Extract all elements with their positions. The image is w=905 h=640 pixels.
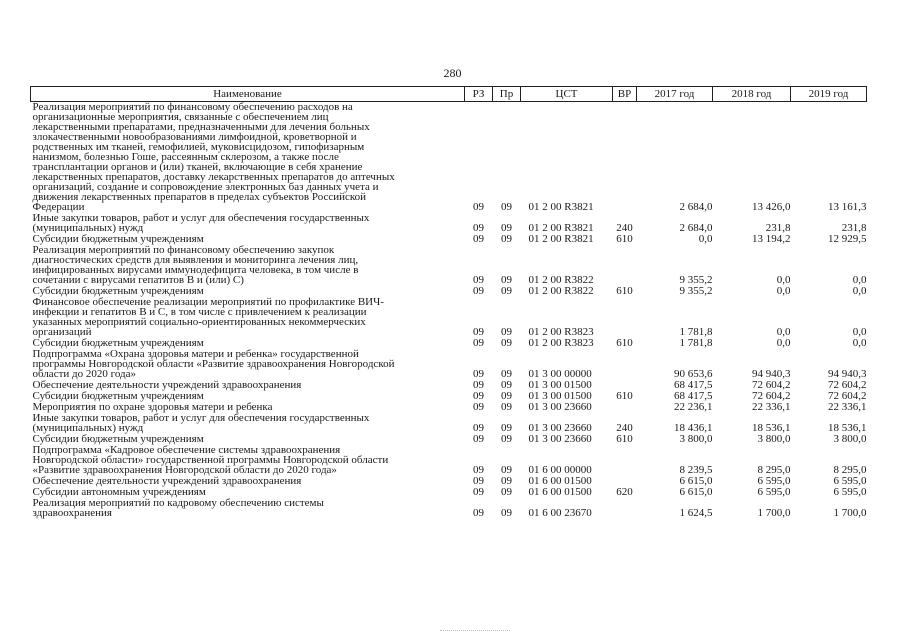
row-value-2017: 9 355,2 — [679, 274, 713, 286]
row-rz: 09 — [473, 422, 484, 434]
row-value-2018: 0,0 — [776, 274, 791, 286]
row-cst: 01 3 00 01500 — [528, 390, 592, 402]
row-value-2018: 6 595,0 — [757, 486, 791, 498]
row-rz: 09 — [473, 401, 484, 413]
row-value-2017: 1 781,8 — [679, 337, 713, 349]
row-pr: 09 — [501, 222, 512, 234]
row-name: Обеспечение деятельности учреждений здравоохранения — [32, 475, 302, 487]
row-vr: 610 — [616, 433, 633, 445]
row-pr: 09 — [501, 233, 512, 245]
row-rz: 09 — [473, 222, 484, 234]
header-name: Наименование — [31, 87, 465, 102]
row-name: Финансовое обеспечение реализации мероприятий по профилактике ВИЧ- инфекции и гепатитов В и С, в том числе с привлечением к реализации указанных мероприятий социально-ориентированных некоммерческих организаций — [32, 296, 384, 338]
row-value-2019: 18 536,1 — [828, 422, 867, 434]
page-number: 280 — [443, 66, 462, 80]
row-value-2019: 8 295,0 — [833, 464, 867, 476]
row-value-2017: 3 800,0 — [679, 433, 713, 445]
budget-table — [30, 86, 867, 519]
row-cst: 01 3 00 01500 — [528, 379, 592, 391]
table-row — [31, 245, 867, 286]
row-value-2019: 231,8 — [841, 222, 867, 234]
row-cst: 01 2 00 R3822 — [528, 274, 594, 286]
row-cst: 01 3 00 23660 — [528, 433, 592, 445]
row-value-2017: 1 624,5 — [679, 507, 713, 519]
row-name: Обеспечение деятельности учреждений здравоохранения — [32, 379, 302, 391]
row-value-2019: 72 604,2 — [828, 390, 867, 402]
row-vr — [613, 498, 637, 519]
row-rz: 09 — [473, 433, 484, 445]
row-value-2017: 2 684,0 — [679, 201, 713, 213]
row-rz: 09 — [473, 464, 484, 476]
row-rz: 09 — [473, 337, 484, 349]
row-rz: 09 — [473, 274, 484, 286]
row-value-2019: 1 700,0 — [833, 507, 867, 519]
row-value-2018: 1 700,0 — [757, 507, 791, 519]
row-vr — [613, 297, 637, 338]
row-rz: 09 — [473, 201, 484, 213]
row-pr: 09 — [501, 507, 512, 519]
row-pr: 09 — [501, 285, 512, 297]
header-2017: 2017 год — [637, 87, 713, 102]
row-pr: 09 — [501, 368, 512, 380]
row-value-2017: 6 615,0 — [679, 475, 713, 487]
row-rz: 09 — [473, 507, 484, 519]
table-row — [31, 102, 867, 214]
row-cst: 01 6 00 01500 — [528, 486, 592, 498]
row-vr — [613, 102, 637, 214]
row-cst: 01 2 00 R3823 — [528, 326, 594, 338]
row-cst: 01 3 00 23660 — [528, 401, 592, 413]
row-value-2017: 2 684,0 — [679, 222, 713, 234]
row-value-2017: 8 239,5 — [679, 464, 713, 476]
row-rz: 09 — [473, 233, 484, 245]
page-footer-mark — [440, 630, 510, 635]
row-value-2018: 22 336,1 — [752, 401, 791, 413]
row-name: Субсидии бюджетным учреждениям — [32, 337, 204, 349]
row-pr: 09 — [501, 464, 512, 476]
header-pr: Пр — [493, 87, 521, 102]
row-vr: 240 — [616, 422, 633, 434]
row-value-2019: 3 800,0 — [833, 433, 867, 445]
row-name: Реализация мероприятий по кадровому обеспечению системы здравоохранения — [32, 497, 324, 519]
row-name: Субсидии бюджетным учреждениям — [32, 390, 204, 402]
row-value-2019: 94 940,3 — [828, 368, 867, 380]
table-header-row — [31, 87, 867, 102]
row-name: Подпрограмма «Кадровое обеспечение системы здравоохранения Новгородской области» государственной программы Новгородской области «Развитие здравоохранения Новгородской области до 2020 года» — [32, 444, 389, 476]
row-pr: 09 — [501, 475, 512, 487]
row-value-2019: 0,0 — [852, 337, 867, 349]
row-cst: 01 2 00 R3822 — [528, 285, 594, 297]
row-rz: 09 — [473, 390, 484, 402]
row-vr — [613, 349, 637, 380]
row-value-2017: 9 355,2 — [679, 285, 713, 297]
row-name: Субсидии бюджетным учреждениям — [32, 285, 204, 297]
row-vr: 610 — [616, 390, 633, 402]
row-pr: 09 — [501, 486, 512, 498]
row-value-2017: 22 236,1 — [674, 401, 713, 413]
header-2018: 2018 год — [713, 87, 791, 102]
row-rz: 09 — [473, 379, 484, 391]
header-rz: РЗ — [465, 87, 493, 102]
row-value-2018: 13 194,2 — [752, 233, 791, 245]
row-name: Субсидии бюджетным учреждениям — [32, 433, 204, 445]
row-rz: 09 — [473, 285, 484, 297]
row-name: Иные закупки товаров, работ и услуг для обеспечения государственных (муниципальных) нужд — [32, 412, 370, 434]
row-value-2018: 6 595,0 — [757, 475, 791, 487]
header-cst: ЦСТ — [521, 87, 613, 102]
row-pr: 09 — [501, 201, 512, 213]
row-name: Мероприятия по охране здоровья матери и ребенка — [32, 401, 273, 413]
row-value-2018: 0,0 — [776, 285, 791, 297]
table-row — [31, 349, 867, 380]
row-value-2018: 8 295,0 — [757, 464, 791, 476]
row-value-2019: 0,0 — [852, 274, 867, 286]
row-value-2017: 6 615,0 — [679, 486, 713, 498]
row-value-2018: 18 536,1 — [752, 422, 791, 434]
row-value-2019: 0,0 — [852, 326, 867, 338]
row-value-2018: 3 800,0 — [757, 433, 791, 445]
row-value-2017: 68 417,5 — [674, 379, 713, 391]
row-value-2018: 72 604,2 — [752, 379, 791, 391]
row-pr: 09 — [501, 422, 512, 434]
row-cst: 01 3 00 00000 — [528, 368, 592, 380]
row-pr: 09 — [501, 379, 512, 391]
row-pr: 09 — [501, 401, 512, 413]
table-row — [31, 445, 867, 476]
row-value-2018: 0,0 — [776, 326, 791, 338]
row-vr — [613, 402, 637, 413]
row-value-2019: 72 604,2 — [828, 379, 867, 391]
header-vr: ВР — [613, 87, 637, 102]
row-cst: 01 2 00 R3823 — [528, 337, 594, 349]
row-rz: 09 — [473, 486, 484, 498]
row-value-2018: 13 426,0 — [752, 201, 791, 213]
row-rz: 09 — [473, 368, 484, 380]
row-pr: 09 — [501, 433, 512, 445]
row-rz: 09 — [473, 475, 484, 487]
row-cst: 01 6 00 00000 — [528, 464, 592, 476]
row-value-2018: 0,0 — [776, 337, 791, 349]
row-name: Реализация мероприятий по финансовому обеспечению закупок диагностических средств для выявления и мониторинга лечения лиц, инфицированных вирусами иммунодефицита человека, в том числе в сочетании с вирусами гепатитов В и (или) С) — [32, 244, 359, 286]
row-cst: 01 6 00 01500 — [528, 475, 592, 487]
row-value-2017: 18 436,1 — [674, 422, 713, 434]
row-name: Субсидии автономным учреждениям — [32, 486, 206, 498]
row-vr: 610 — [616, 285, 633, 297]
row-name: Иные закупки товаров, работ и услуг для обеспечения государственных (муниципальных) нужд — [32, 212, 370, 234]
row-value-2017: 68 417,5 — [674, 390, 713, 402]
row-cst: 01 2 00 R3821 — [528, 201, 594, 213]
row-rz: 09 — [473, 326, 484, 338]
row-value-2019: 6 595,0 — [833, 475, 867, 487]
row-value-2017: 1 781,8 — [679, 326, 713, 338]
row-value-2018: 94 940,3 — [752, 368, 791, 380]
row-cst: 01 2 00 R3821 — [528, 233, 594, 245]
table-row — [31, 297, 867, 338]
table-row — [31, 498, 867, 519]
row-cst: 01 3 00 23660 — [528, 422, 592, 434]
table-body — [31, 102, 867, 520]
row-cst: 01 2 00 R3821 — [528, 222, 594, 234]
row-value-2018: 231,8 — [765, 222, 791, 234]
row-vr: 610 — [616, 337, 633, 349]
table-row — [31, 413, 867, 434]
row-name: Реализация мероприятий по финансовому обеспечению расходов на организационные мероприятия, связанные с обеспечением лиц лекарственными препаратами, предназначенными для лечения больных злокачественными новообразованиями лимфоидной, кроветворной и родственных им тканей, гемофилией, муковисцидозом, гипофизарным нанизмом, болезнью Гоше, рассеянным склерозом, а также после трансплантации органов и (или) тканей, включающие в себя хранение лекарственных препаратов, доставку лекарственных препаратов до аптечных организаций, создание и сопровождение электронных баз данных учета и движения лекарственных препаратов в пределах субъектов Российской Федерации — [32, 101, 395, 213]
row-cst: 01 6 00 23670 — [528, 507, 592, 519]
row-value-2019: 12 929,5 — [828, 233, 867, 245]
row-pr: 09 — [501, 337, 512, 349]
row-vr: 620 — [616, 486, 633, 498]
header-2019: 2019 год — [791, 87, 867, 102]
row-name: Субсидии бюджетным учреждениям — [32, 233, 204, 245]
row-pr: 09 — [501, 326, 512, 338]
row-pr: 09 — [501, 390, 512, 402]
row-vr — [613, 445, 637, 476]
row-vr — [613, 245, 637, 286]
row-value-2019: 13 161,3 — [828, 201, 867, 213]
row-pr: 09 — [501, 274, 512, 286]
row-value-2019: 0,0 — [852, 285, 867, 297]
row-value-2019: 6 595,0 — [833, 486, 867, 498]
row-vr: 240 — [616, 222, 633, 234]
row-value-2017: 0,0 — [698, 233, 713, 245]
row-value-2019: 22 336,1 — [828, 401, 867, 413]
row-name: Подпрограмма «Охрана здоровья матери и ребенка» государственной программы Новгородской области «Развитие здравоохранения Новгородской области до 2020 года» — [32, 348, 395, 380]
row-value-2018: 72 604,2 — [752, 390, 791, 402]
row-value-2017: 90 653,6 — [674, 368, 713, 380]
row-vr: 610 — [616, 233, 633, 245]
table-row — [31, 213, 867, 234]
